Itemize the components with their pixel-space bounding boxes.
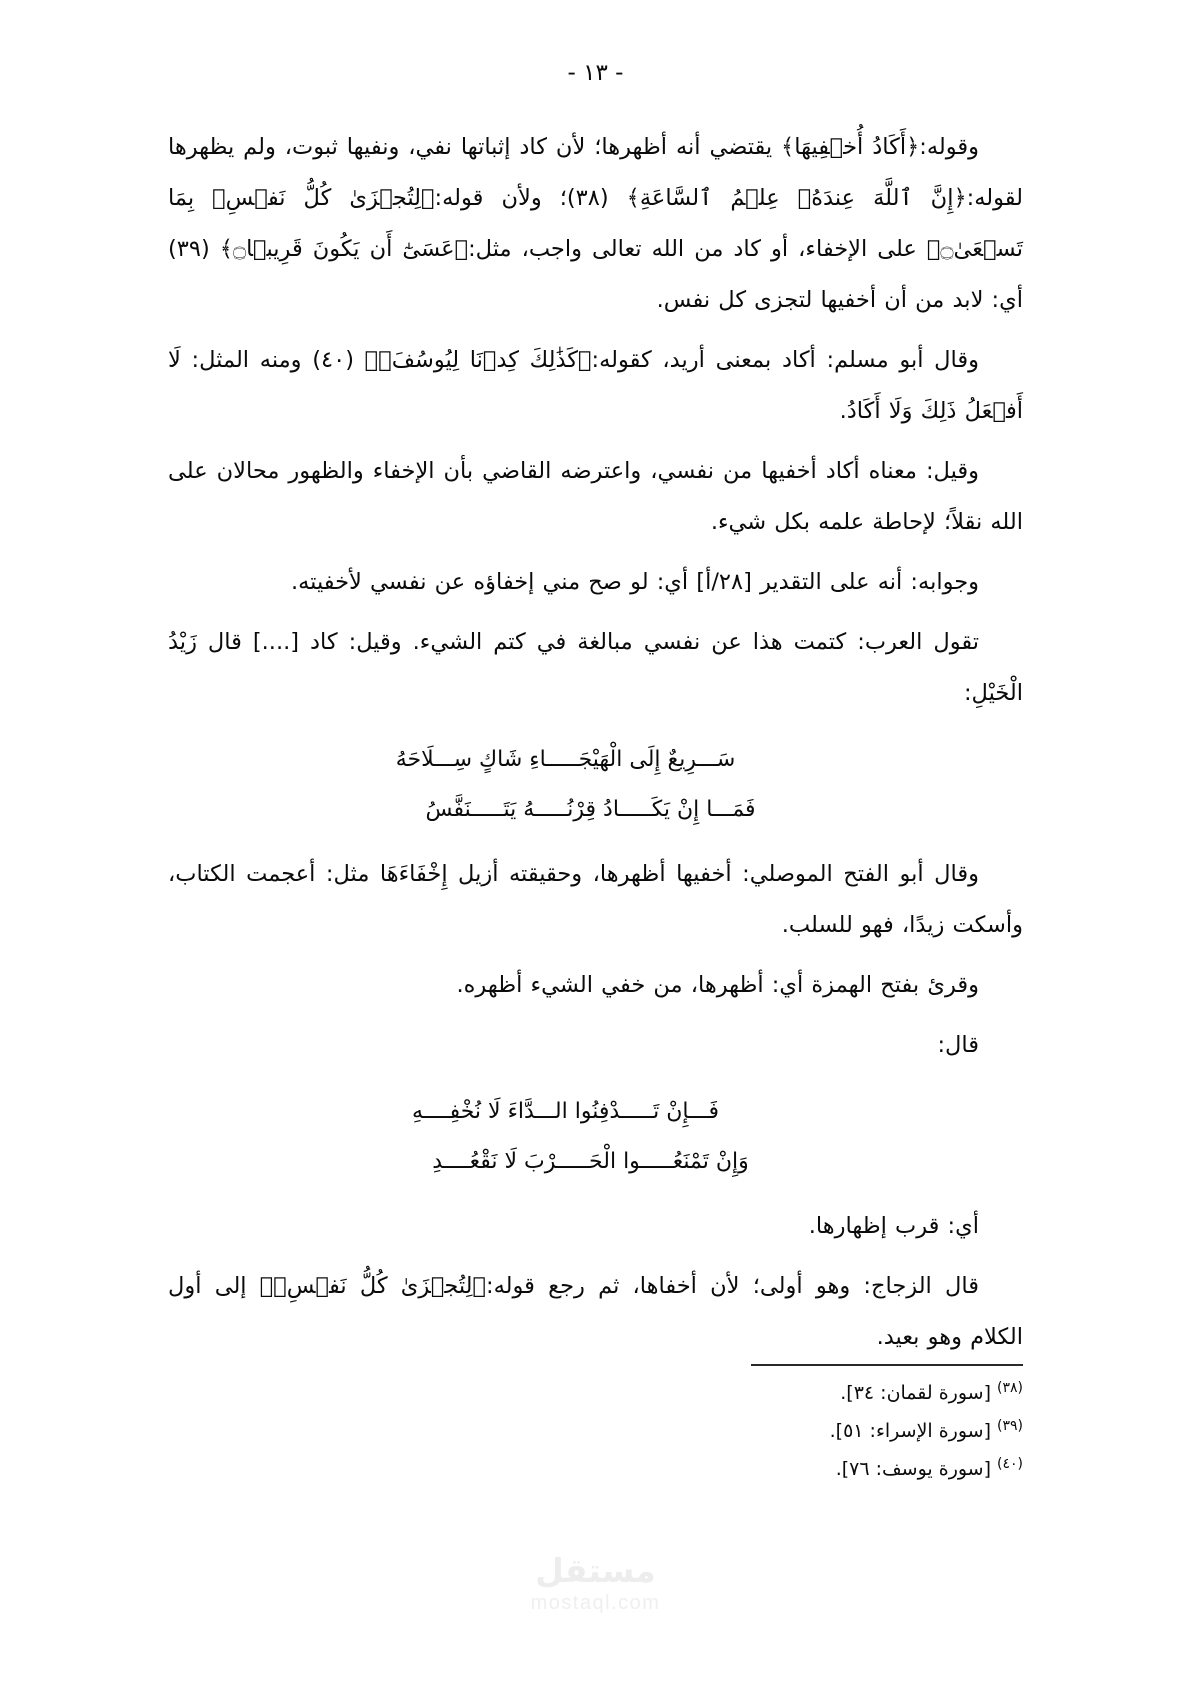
paragraph-8: قال: [937, 1032, 979, 1058]
footnote-separator-rule [751, 1364, 1023, 1366]
paragraph-9: أي: قرب إظهارها. [808, 1213, 979, 1239]
footnote-text: [سورة يوسف: ٧٦]. [835, 1458, 992, 1480]
paragraph-6: وقال أبو الفتح الموصلي: أخفيها أظهرها، وحقيقته أزيل إِخْفَاءَهَا مثل: أعجمت الكتاب، وأسكت زيدًا، فهو للسلب. [168, 861, 1023, 938]
footnote-item [168, 1412, 1023, 1450]
paragraph-10: قال الزجاج: وهو أولى؛ لأن أخفاها، ثم رجع قوله:﴿لِتُجۡزَىٰ كُلُّ نَفۡسِۭ﴾ إلى أول الكلام وهو بعيد. [168, 1273, 1023, 1350]
footnote-text: [سورة الإسراء: ٥١]. [829, 1420, 992, 1442]
paragraph-4: وجوابه: أنه على التقدير [٢٨/أ] أي: لو صح مني إخفاؤه عن نفسي لأخفيته. [290, 569, 979, 595]
footnote-marker: (٣٩) [997, 1417, 1023, 1434]
verse-line-1: سَـــرِيعٌ إِلَى الْهَيْجَـــــاءِ شَاكٍ سِـــلَاحَهُ [395, 747, 736, 772]
watermark-arabic-text: مستقل [535, 1551, 656, 1590]
footnote-item [168, 1374, 1023, 1412]
footnote-text: [سورة لقمان: ٣٤]. [840, 1382, 992, 1404]
watermark-logo [0, 1552, 1191, 1616]
paragraph-1: وقوله:﴿أَكَادُ أُخۡفِيهَا﴾ يقتضي أنه أظهرها؛ لأن كاد إثباتها نفي، ونفيها ثبوت، ولم يظهرها لقوله:﴿إِنَّ ٱللَّهَ عِندَهُۥ عِلۡمُ ٱلسَّاعَةِ﴾ (٣٨)؛ ولأن قوله:﴿لِتُجۡزَىٰ كُلُّ نَفۡسِۭ بِمَا تَسۡعَىٰ۝﴾ على الإخفاء، أو كاد من الله تعالى واجب، مثل:﴿عَسَىٰٓ أَن يَكُونَ قَرِيبࣰا۝﴾ (٣٩) أي: لابد من أن أخفيها لتجزى كل نفس. [168, 134, 1023, 313]
footnote-marker: (٤٠) [997, 1455, 1023, 1472]
page-number: - ١٣ - [567, 60, 624, 86]
footnotes-section [168, 1374, 1023, 1488]
watermark-latin-text: mostaql.com [530, 1592, 661, 1614]
paragraph-3: وقيل: معناه أكاد أخفيها من نفسي، واعترضه القاضي بأن الإخفاء والظهور محالان على الله نقلاً؛ لإحاطة علمه بكل شيء. [168, 458, 1023, 535]
paragraph-7: وقرئ بفتح الهمزة أي: أظهرها، من خفي الشيء أظهره. [456, 972, 979, 998]
paragraph-5: تقول العرب: كتمت هذا عن نفسي مبالغة في كتم الشيء. وقيل: كاد [....] قال زَيْدُ الْخَيْلِ: [168, 629, 1023, 706]
footnote-item [168, 1450, 1023, 1488]
poetry-block-first [168, 735, 1023, 835]
poetry-block-second [168, 1087, 1023, 1187]
body-text-block [168, 122, 1023, 1372]
paragraph-2: وقال أبو مسلم: أكاد بمعنى أريد، كقوله:﴿كَذَٰلِكَ كِدۡنَا لِيُوسُفَۖ﴾ (٤٠) ومنه المثل: لَا أَفۡعَلُ ذَلِكَ وَلَا أَكَادُ. [168, 347, 1023, 424]
verse-line-3: فَـــإِنْ تَـــــدْفِنُوا الـــدَّاءَ لَا نُخْفِــــهِ [412, 1099, 719, 1124]
verse-line-2: فَمَـــا إِنْ يَكَـــــادُ قِرْنُـــــهُ يَتَـــــنَفَّسُ [425, 797, 756, 822]
verse-line-4: وَإِنْ تَمْنَعُـــــوا الْحَـــــرْبَ لَا نَقْعُــــدِ [432, 1149, 749, 1174]
footnote-marker: (٣٨) [997, 1379, 1023, 1396]
